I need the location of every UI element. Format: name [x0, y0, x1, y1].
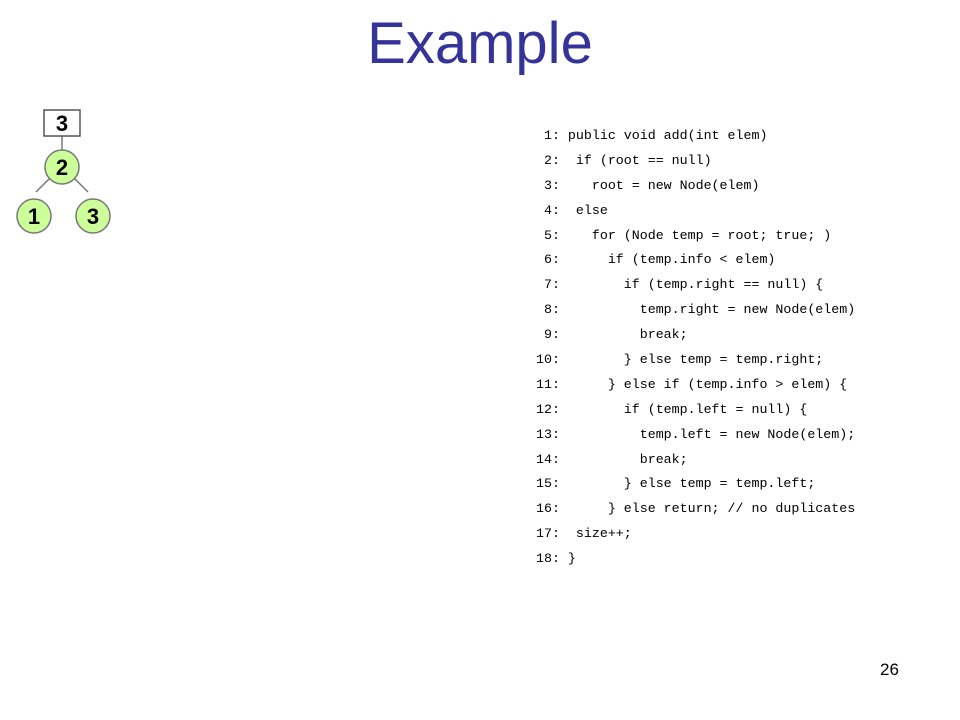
- page-number: 26: [880, 660, 899, 679]
- code-line: [536, 174, 855, 199]
- pending-value-label: 3: [55, 111, 69, 136]
- code-text: }: [559, 551, 576, 567]
- code-text: } else temp = temp.left;: [559, 476, 816, 492]
- code-text: break;: [559, 451, 688, 467]
- code-line: [536, 423, 855, 448]
- code-line: [536, 224, 855, 249]
- code-text: for (Node temp = root; true; ): [559, 227, 832, 243]
- code-text: break;: [559, 327, 688, 343]
- root-to-left-edge: [36, 178, 50, 192]
- code-text: if (root == null): [559, 152, 712, 168]
- line-number: 13:: [536, 426, 560, 442]
- code-line: [536, 298, 855, 323]
- line-number: 6:: [536, 252, 560, 268]
- line-number: 11:: [536, 376, 560, 392]
- binary-tree-diagram: [0, 0, 140, 260]
- code-text: else: [559, 202, 608, 218]
- line-number: 7:: [536, 277, 560, 293]
- code-line: [536, 248, 855, 273]
- code-line: [536, 323, 855, 348]
- code-line: [536, 472, 855, 497]
- root-to-right-edge: [74, 178, 88, 192]
- line-number: 1:: [536, 128, 560, 143]
- left-child-label: 1: [27, 204, 41, 229]
- code-text: public void add(int elem): [559, 128, 768, 143]
- code-listing: [536, 124, 855, 572]
- line-number: 3:: [536, 177, 560, 193]
- code-text: temp.right = new Node(elem): [559, 302, 856, 318]
- line-number: 2:: [536, 152, 560, 168]
- line-number: 18:: [536, 551, 560, 567]
- code-line: [536, 398, 855, 423]
- line-number: 5:: [536, 227, 560, 243]
- code-text: } else temp = temp.right;: [559, 352, 824, 368]
- code-line: [536, 547, 855, 572]
- line-number: 12:: [536, 401, 560, 417]
- code-line: [536, 497, 855, 522]
- code-line: [536, 273, 855, 298]
- code-text: root = new Node(elem): [559, 177, 760, 193]
- line-number: 10:: [536, 352, 560, 368]
- line-number: 9:: [536, 327, 560, 343]
- line-number: 4:: [536, 202, 560, 218]
- slide-title: Example: [367, 11, 593, 76]
- code-text: if (temp.info < elem): [559, 252, 776, 268]
- code-line: [536, 448, 855, 473]
- code-line: [536, 373, 855, 398]
- code-line: [536, 124, 855, 149]
- root-node-label: 2: [55, 155, 69, 180]
- code-text: } else return; // no duplicates: [559, 501, 856, 517]
- code-text: if (temp.right == null) {: [559, 277, 824, 293]
- line-number: 15:: [536, 476, 560, 492]
- line-number: 8:: [536, 302, 560, 318]
- code-text: temp.left = new Node(elem);: [559, 426, 856, 442]
- code-line: [536, 348, 855, 373]
- code-text: size++;: [559, 526, 632, 542]
- code-line: [536, 149, 855, 174]
- right-child-label: 3: [86, 204, 100, 229]
- code-text: if (temp.left = null) {: [559, 401, 808, 417]
- code-line: [536, 522, 855, 547]
- line-number: 14:: [536, 451, 560, 467]
- code-line: [536, 199, 855, 224]
- line-number: 16:: [536, 501, 560, 517]
- code-text: } else if (temp.info > elem) {: [559, 376, 848, 392]
- line-number: 17:: [536, 526, 560, 542]
